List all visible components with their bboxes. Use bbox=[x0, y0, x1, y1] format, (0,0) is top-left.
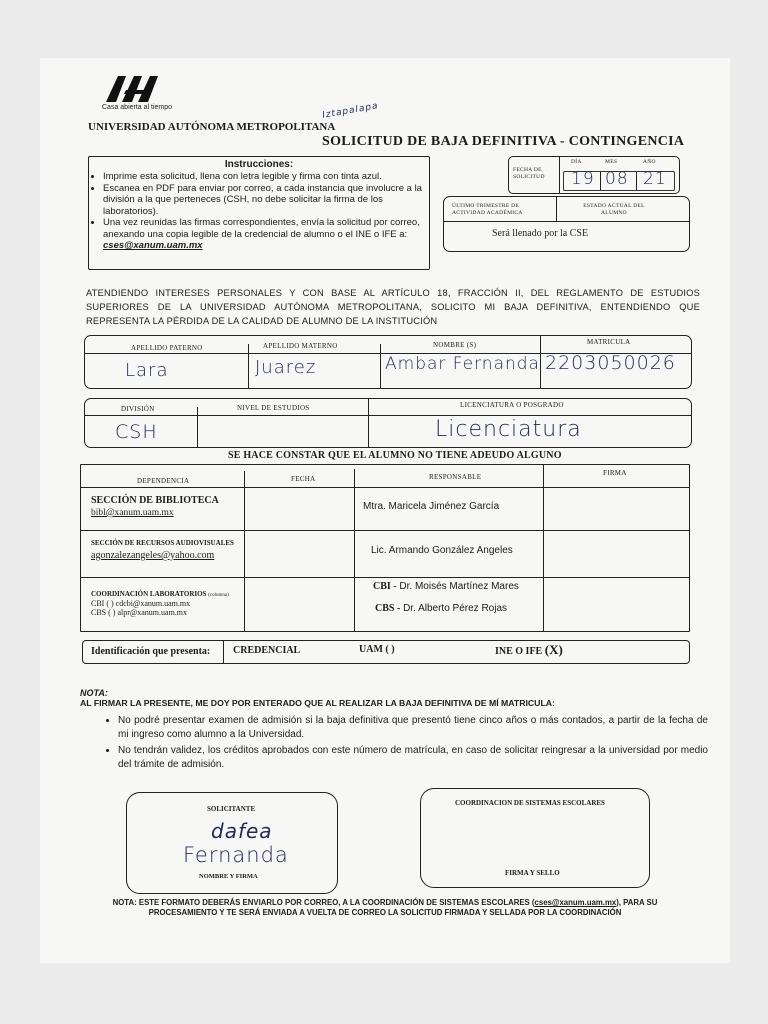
header-fecha: FECHA bbox=[291, 475, 316, 483]
header-licenciatura: LICENCIATURA O POSGRADO bbox=[460, 401, 564, 409]
nota-lead: AL FIRMAR LA PRESENTE, ME DOY POR ENTERADO QUE AL REALIZAR LA BAJA DEFINITIVA DE MÍ MATRICULA: bbox=[80, 698, 555, 708]
header-responsable: RESPONSABLE bbox=[429, 473, 482, 481]
solicitante-signature: dafea bbox=[211, 819, 273, 843]
instructions-email-link[interactable]: cses@xanum.uam.mx bbox=[103, 240, 203, 251]
row-audiovisuales-email[interactable]: agonzalezangeles@yahoo.com bbox=[91, 550, 215, 561]
row-audiovisuales-responsable: Lic. Armando González Angeles bbox=[371, 545, 513, 556]
university-name: UNIVERSIDAD AUTÓNOMA METROPOLITANA bbox=[88, 121, 336, 133]
row-labs-cbs: CBS ( ) alpr@xanum.uam.mx bbox=[91, 608, 188, 617]
id-option-ine: INE O IFE (X) bbox=[495, 642, 563, 657]
studies-table bbox=[84, 398, 692, 448]
date-month-value: 08 bbox=[605, 169, 629, 189]
footer-note: NOTA: ESTE FORMATO DEBERÁS ENVIARLO POR CORREO, A LA COORDINACIÓN DE SISTEMAS ESCOLARES (cses@xanum.uam.mx), PARA SU PROCESAMIENTO Y TE SERÁ ENVIADA A VUELTA DE CORREO LA SOLICITUD FIRMADA Y SELLADA POR LA COORDINACIÓN bbox=[112, 898, 658, 917]
campus-handwritten: Iztapalapa bbox=[321, 101, 380, 121]
value-nombre: Ambar Fernanda bbox=[385, 354, 540, 374]
date-day-value: 19 bbox=[571, 169, 595, 189]
uam-logo-icon bbox=[104, 72, 170, 104]
instructions-list bbox=[89, 171, 429, 252]
instruction-item: • Escanea en PDF para enviar por correo, a cada instancia que involucre a la división a la que perteneces (CSH, no debe solicitar la firma de los laboratorios). bbox=[103, 183, 423, 218]
solicitante-signature-box bbox=[126, 792, 338, 894]
header-firma: FIRMA bbox=[603, 469, 627, 477]
identification-row bbox=[82, 640, 690, 664]
row-labs-responsable-cbs: CBS - Dr. Alberto Pérez Rojas bbox=[375, 603, 508, 614]
footer-email-link[interactable]: cses@xanum.uam.mx bbox=[534, 898, 617, 907]
instructions-box bbox=[88, 156, 430, 270]
identification-label: Identificación que presenta: bbox=[91, 646, 211, 657]
logo-tagline: Casa abierta al tiempo bbox=[102, 104, 173, 111]
solicitante-caption: NOMBRE Y FIRMA bbox=[199, 873, 258, 880]
header-division: DIVISIÓN bbox=[121, 405, 155, 413]
status-note: Será llenado por la CSE bbox=[492, 228, 589, 239]
header-apellido-paterno: APELLIDO PATERNO bbox=[131, 344, 203, 352]
debt-title: SE HACE CONSTAR QUE EL ALUMNO NO TIENE ADEUDO ALGUNO bbox=[228, 450, 562, 461]
status-box bbox=[443, 196, 690, 252]
header-nombre: NOMBRE (S) bbox=[433, 341, 477, 349]
header-matricula: MATRICULA bbox=[587, 338, 631, 346]
id-option-ine-mark: (X) bbox=[544, 642, 563, 657]
nota-bullet: • No tendrán validez, los créditos aprobados con este número de matrícula, en caso de solicitar reingresar a la universidad por medio del trámite de admisión. bbox=[118, 744, 708, 771]
value-licenciatura: Licenciatura bbox=[435, 417, 582, 442]
instruction-item: • Una vez reunidas las firmas correspondientes, envía la solicitud por correo, anexando una copia legible de la credencial de alumno o el INE o IFE a: cses@xanum.uam.mx bbox=[103, 217, 423, 252]
id-option-uam: UAM ( ) bbox=[359, 644, 395, 655]
debt-table bbox=[80, 464, 690, 632]
date-year-value: 21 bbox=[643, 169, 667, 189]
date-month-header: MES bbox=[605, 159, 618, 165]
header-apellido-materno: APELLIDO MATERNO bbox=[263, 342, 338, 350]
id-option-credencial: CREDENCIAL bbox=[233, 645, 301, 656]
document-page bbox=[40, 58, 730, 963]
status-col2-header: ESTADO ACTUAL DEL ALUMNO bbox=[583, 203, 645, 216]
value-division: CSH bbox=[115, 421, 158, 443]
value-apellido-paterno: Lara bbox=[125, 360, 169, 381]
cse-title: COORDINACION DE SISTEMAS ESCOLARES bbox=[455, 799, 605, 807]
form-title: SOLICITUD DE BAJA DEFINITIVA - CONTINGENCIA bbox=[322, 134, 685, 149]
nota-bullets bbox=[104, 714, 708, 771]
row-labs-dependencia: COORDINACIÓN LABORATORIOS (columna) bbox=[91, 590, 229, 598]
row-biblioteca-responsable: Mtra. Maricela Jiménez García bbox=[363, 501, 500, 512]
solicitante-title: SOLICITANTE bbox=[207, 805, 256, 813]
date-box bbox=[508, 156, 680, 194]
row-biblioteca-email[interactable]: bibl@xanum.uam.mx bbox=[91, 508, 174, 518]
row-labs-responsable-cbi: CBI - Dr. Moisés Martínez Mares bbox=[373, 581, 519, 592]
header-dependencia: DEPENDENCIA bbox=[137, 477, 190, 485]
cse-caption: FIRMA Y SELLO bbox=[505, 869, 560, 877]
date-label: FECHA DE SOLICITUD bbox=[513, 167, 545, 180]
student-table bbox=[84, 335, 692, 389]
instruction-item: • Imprime esta solicitud, llena con letra legible y firma con tinta azul. bbox=[103, 171, 423, 183]
row-labs-cbi: CBI ( ) cdcbi@xanum.uam.mx bbox=[91, 599, 191, 608]
value-apellido-materno: Juarez bbox=[255, 357, 317, 378]
value-matricula: 2203050026 bbox=[545, 352, 676, 374]
row-biblioteca-dependencia: SECCIÓN DE BIBLIOTECA bbox=[91, 495, 219, 506]
statement-text: ATENDIENDO INTERESES PERSONALES Y CON BASE AL ARTÍCULO 18, FRACCIÓN II, DEL REGLAMENTO DE ESTUDIOS SUPERIORES DE LA UNIVERSIDAD AUTÓNOMA METROPOLITANA, SOLICITO MI BAJA DEFINITIVA, ENTENDIENDO QUE REPRESENTA LA PÉRDIDA DE LA CALIDAD DE ALUMNO DE LA INSTITUCIÓN bbox=[86, 288, 700, 326]
nota-bullet: • No podré presentar examen de admisión si la baja definitiva que presentó tiene cinco años o más contados, a partir de la fecha de mi ingreso como alumno a la Universidad. bbox=[118, 714, 708, 741]
row-audiovisuales-dependencia: SECCIÓN DE RECURSOS AUDIOVISUALES bbox=[91, 539, 234, 547]
date-day-header: DÍA bbox=[571, 159, 582, 165]
header-nivel: NIVEL DE ESTUDIOS bbox=[237, 404, 310, 412]
nota-title: NOTA: bbox=[80, 688, 108, 698]
cse-signature-box bbox=[420, 788, 650, 888]
status-col1-header: ÚLTIMO TRIMESTRE DE ACTIVIDAD ACADÉMICA bbox=[452, 203, 523, 216]
date-year-header: AÑO bbox=[643, 159, 656, 165]
solicitante-name: Fernanda bbox=[183, 843, 289, 867]
instructions-title: Instrucciones: bbox=[224, 159, 294, 170]
